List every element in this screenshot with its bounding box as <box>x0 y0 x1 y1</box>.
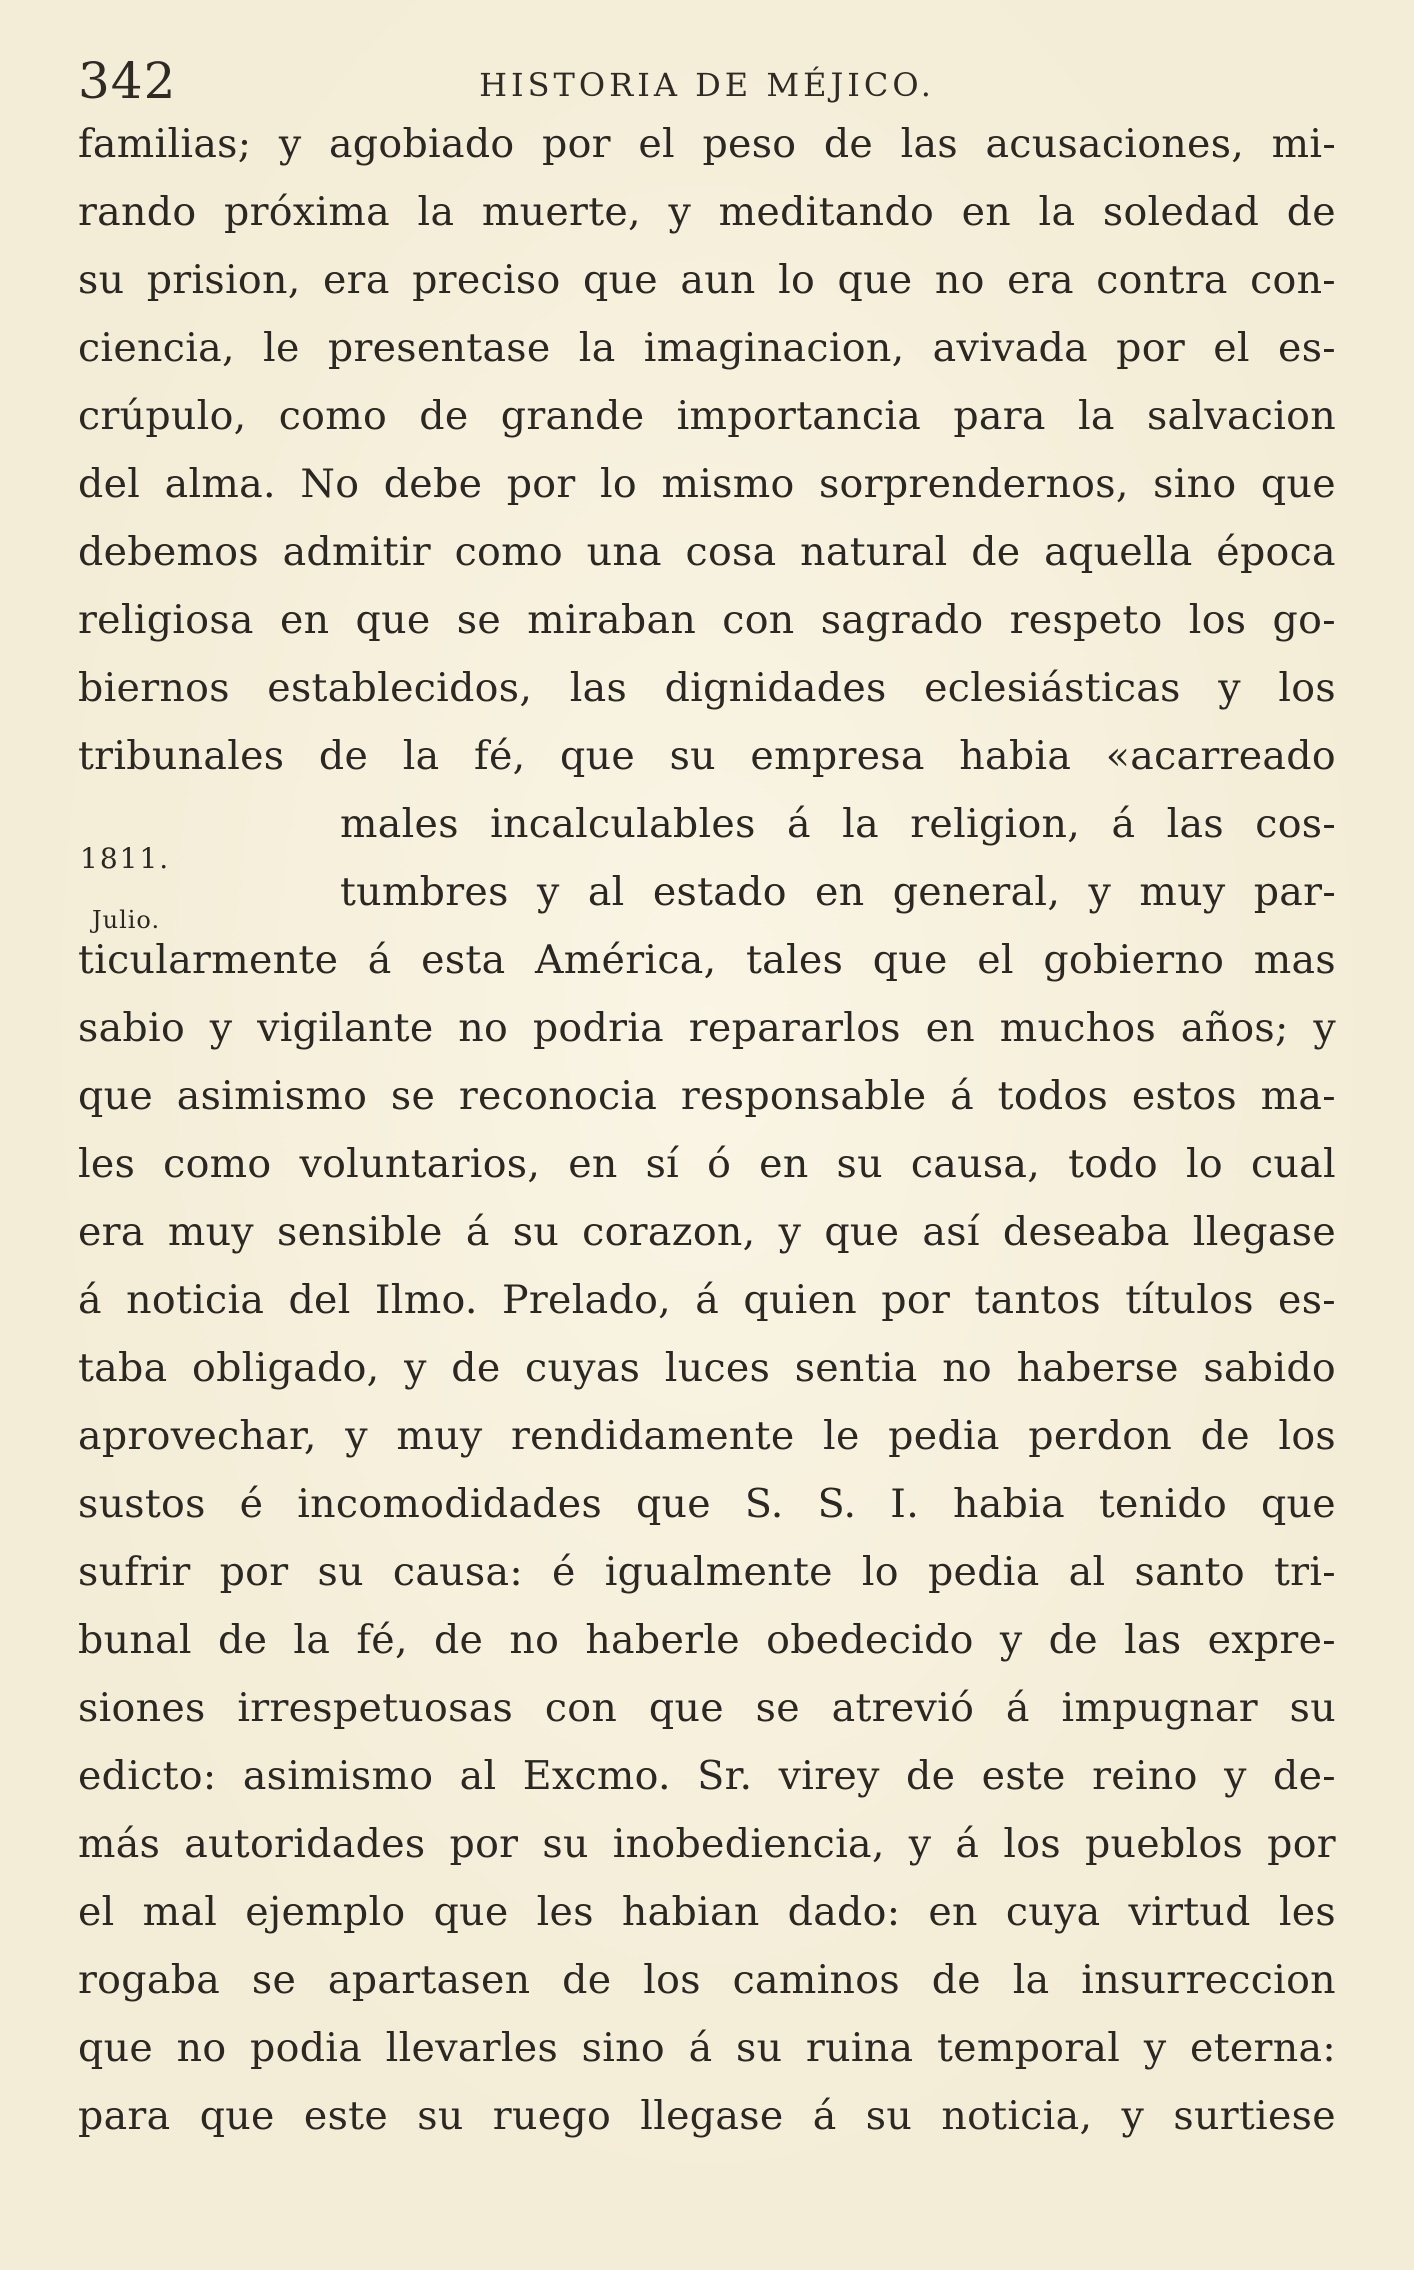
text-line: tumbres y al estado en general, y muy par- <box>340 869 1336 915</box>
text-line: males incalculables á la religion, á las cos- <box>340 801 1336 847</box>
text-line: edicto: asimismo al Excmo. Sr. virey de este reino y de- <box>78 1753 1336 1799</box>
text-line: aprovechar, y muy rendidamente le pedia perdon de los <box>78 1413 1336 1459</box>
page-number: 342 <box>78 52 177 110</box>
running-title: HISTORIA DE MÉJICO. <box>479 66 935 104</box>
text-line: les como voluntarios, en sí ó en su causa, todo lo cual <box>78 1141 1336 1187</box>
text-line: el mal ejemplo que les habian dado: en cuya virtud les <box>78 1889 1336 1935</box>
text-line: sabio y vigilante no podria repararlos en muchos años; y <box>78 1005 1336 1051</box>
text-line: religiosa en que se miraban con sagrado respeto los go- <box>78 597 1336 643</box>
text-line: ticularmente á esta América, tales que el gobierno mas <box>78 937 1336 983</box>
margin-note-month: Julio. <box>92 906 161 934</box>
text-line: taba obligado, y de cuyas luces sentia no haberse sabido <box>78 1345 1336 1391</box>
text-line: rogaba se apartasen de los caminos de la insurreccion <box>78 1957 1336 2003</box>
text-line: tribunales de la fé, que su empresa habia «acarreado <box>78 733 1336 779</box>
text-line: su prision, era preciso que aun lo que no era contra con- <box>78 257 1336 303</box>
text-line: á noticia del Ilmo. Prelado, á quien por tantos títulos es- <box>78 1277 1336 1323</box>
text-line: debemos admitir como una cosa natural de aquella época <box>78 529 1336 575</box>
text-line: del alma. No debe por lo mismo sorprendernos, sino que <box>78 461 1336 507</box>
text-line: bunal de la fé, de no haberle obedecido y de las expre- <box>78 1617 1336 1663</box>
text-line: para que este su ruego llegase á su noticia, y surtiese <box>78 2093 1336 2139</box>
text-line: crúpulo, como de grande importancia para la salvacion <box>78 393 1336 439</box>
text-line: que no podia llevarles sino á su ruina temporal y eterna: <box>78 2025 1336 2071</box>
text-line: familias; y agobiado por el peso de las acusaciones, mi- <box>78 121 1336 167</box>
text-line: más autoridades por su inobediencia, y á los pueblos por <box>78 1821 1336 1867</box>
text-line: sufrir por su causa: é igualmente lo pedia al santo tri- <box>78 1549 1336 1595</box>
text-line: sustos é incomodidades que S. S. I. habia tenido que <box>78 1481 1336 1527</box>
margin-note-year: 1811. <box>80 842 171 875</box>
text-line: era muy sensible á su corazon, y que así deseaba llegase <box>78 1209 1336 1255</box>
text-line: rando próxima la muerte, y meditando en la soledad de <box>78 189 1336 235</box>
text-line: que asimismo se reconocia responsable á todos estos ma- <box>78 1073 1336 1119</box>
body-text <box>78 110 1336 2150</box>
text-line: siones irrespetuosas con que se atrevió á impugnar su <box>78 1685 1336 1731</box>
text-line: biernos establecidos, las dignidades eclesiásticas y los <box>78 665 1336 711</box>
text-line: ciencia, le presentase la imaginacion, avivada por el es- <box>78 325 1336 371</box>
